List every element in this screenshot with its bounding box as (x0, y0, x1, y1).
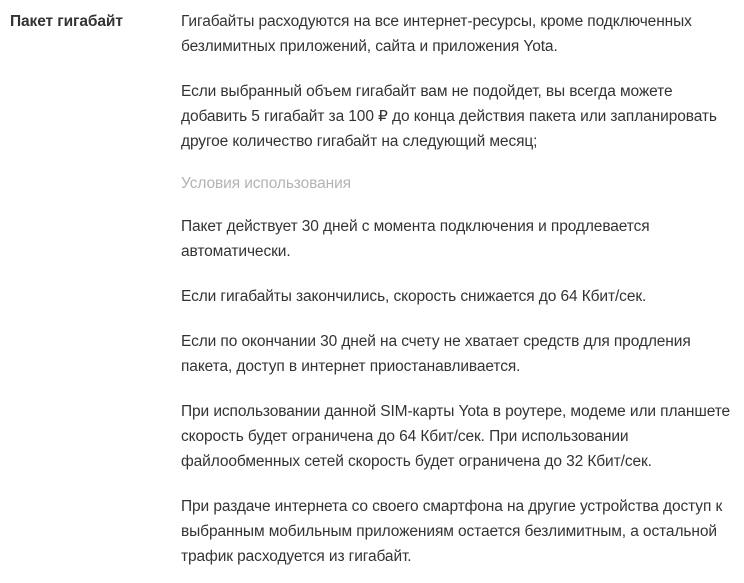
paragraph-add-gigabytes: Если выбранный объем гигабайт вам не подойдет, вы всегда можете добавить 5 гигабайт за 100 ₽ до конца действия пакета или запланировать другое количество гигабайт на следующий месяц; (181, 83, 717, 150)
paragraph-insufficient-funds: Если по окончании 30 дней на счету не хватает средств для продления пакета, доступ в интернет приостанавливается. (181, 333, 691, 375)
term-content (181, 9, 739, 569)
paragraph-speed-reduction: Если гигабайты закончились, скорость снижается до 64 Кбит/сек. (181, 288, 647, 305)
term-label: Пакет гигабайт (10, 13, 123, 30)
usage-terms-subheading: Условия использования (181, 175, 351, 192)
paragraph-sim-in-router: При использовании данной SIM-карты Yota в роутере, модеме или планшете скорость будет ограничена до 64 Кбит/сек. При использовании файлообменных сетей скорость будет ограничена до 32 Кбит/сек. (181, 403, 731, 470)
paragraph-package-duration: Пакет действует 30 дней с момента подключения и продлевается автоматически. (181, 218, 650, 260)
paragraph-tethering: При раздаче интернета со своего смартфона на другие устройства доступ к выбранным мобильным приложениям остается безлимитным, а остальной трафик расходуется из гигабайт. (181, 498, 723, 565)
paragraph-gigabytes-usage: Гигабайты расходуются на все интернет-ресурсы, кроме подключенных безлимитных приложений, сайта и приложения Yota. (181, 13, 692, 55)
